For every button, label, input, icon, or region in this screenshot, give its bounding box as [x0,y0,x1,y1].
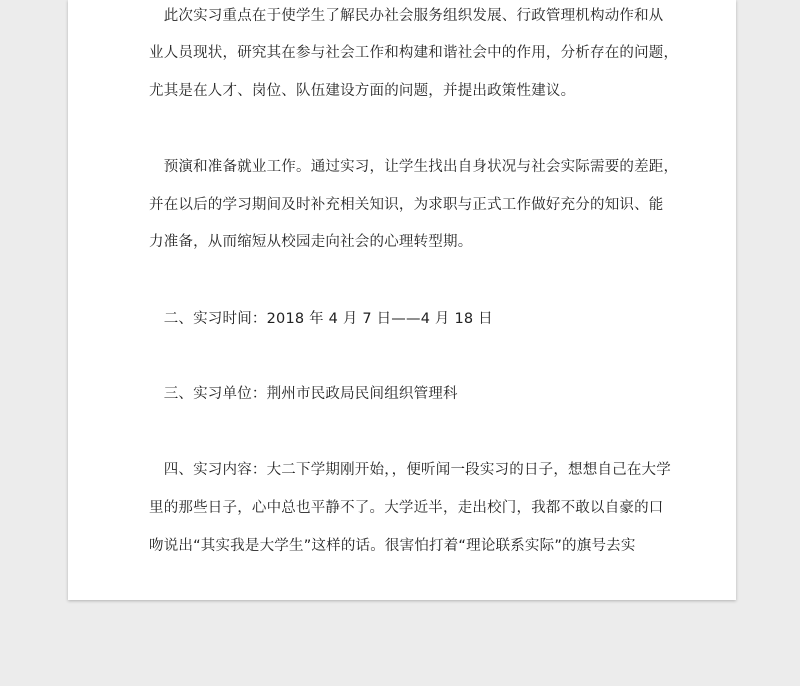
paragraph-5-line-1: 四、实习内容：大二下学期刚开始，，便听闻一段实习的日子，想想自己在大学 [149,462,671,478]
section-heading-internship-time: 二、实习时间：2018 年 4 月 7 日——4 月 18 日 [149,311,493,327]
paragraph-1-line-3: 尤其是在人才、岗位、队伍建设方面的问题，并提出政策性建议。 [149,83,576,99]
paragraph-1-line-2: 业人员现状，研究其在参与社会工作和构建和谐社会中的作用，分析存在的问题， [149,45,679,61]
paragraph-2-line-1: 预演和准备就业工作。通过实习，让学生找出自身状况与社会实际需要的差距， [149,159,679,175]
paragraph-5-line-2: 里的那些日子，心中总也平静不了。大学近半，走出校门，我都不敢以自豪的口 [149,500,664,516]
paragraph-1-line-1: 此次实习重点在于使学生了解民办社会服务组织发展、行政管理机构动作和从 [149,8,664,24]
document-page [68,0,736,600]
paragraph-2-line-2: 并在以后的学习期间及时补充相关知识，为求职与正式工作做好充分的知识、能 [149,197,664,213]
section-heading-internship-unit: 三、实习单位：荆州市民政局民间组织管理科 [149,386,458,402]
paragraph-5-line-3: 吻说出“其实我是大学生”这样的话。很害怕打着“理论联系实际”的旗号去实 [149,538,636,554]
paragraph-2-line-3: 力准备，从而缩短从校园走向社会的心理转型期。 [149,234,473,250]
